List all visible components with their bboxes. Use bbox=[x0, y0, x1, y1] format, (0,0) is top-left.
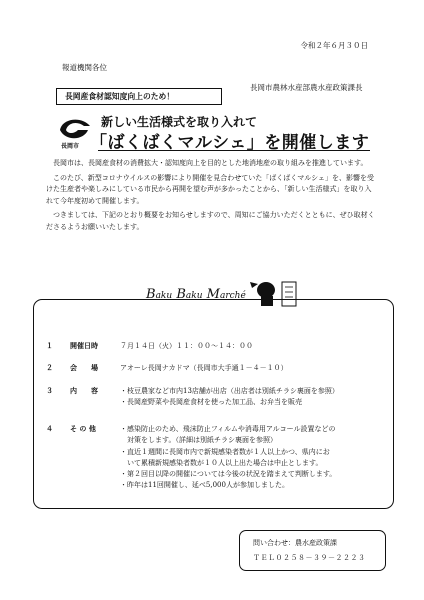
contact-phone: ＴＥＬ０２５８－３９－２２２３ bbox=[253, 554, 366, 562]
intro-paragraph: 長岡市は、長岡産食材の消費拡大・認知度向上を目的とした地消地産の取り組みを推進しています。 bbox=[53, 159, 368, 167]
page-title: 「ばくばくマルシェ」を開催します bbox=[90, 133, 370, 153]
press-recipient: 報道機関各位 bbox=[62, 63, 107, 72]
tagline-box: 長岡産食材認知度向上のため！ bbox=[56, 88, 222, 105]
issuing-department: 長岡市農林水産部農水産政策課長 bbox=[250, 83, 363, 92]
detail-value-other: ・感染防止のため、飛沫防止フィルムや消毒用アルコール設置などの 対策をします。（詳細は別紙チラシ裏面を参照） ・直近１週間に長岡市内で新規感染者数が１人以上かつ、県内にお いて累積新規感染者数が１０人以上出た場合は中止とします。 ・第２回目以降の開催については今後の状況を踏まえて判断します。 ・昨年は11回開催し、延べ5,000人が参加しました。 bbox=[120, 425, 337, 490]
detail-value-content: ・枝豆農家など市内13店舗が出店（出店者は別紙チラシ裏面を参照） ・長岡産野菜や長岡産食材を使った加工品、お弁当を販売 bbox=[120, 387, 339, 407]
detail-row-date: １ 開催日時 bbox=[46, 342, 98, 350]
detail-row-content: ３ 内 容 bbox=[46, 387, 98, 395]
detail-row-venue: ２ 会 場 bbox=[46, 364, 98, 372]
detail-row-other: ４ そ の 他 bbox=[46, 425, 96, 433]
intro-paragraph: つきましては、下記のとおり概要をお知らせしますので、周知にご協力いただくとともに、ぜひ取材くださるようお願いいたします。 bbox=[46, 211, 375, 231]
title-subline: 新しい生活様式を取り入れて bbox=[101, 115, 258, 129]
contact-box bbox=[239, 530, 386, 571]
logo-label: 長岡市 bbox=[61, 143, 80, 150]
svg-text:Baku Baku Marché: Baku Baku Marché bbox=[146, 287, 246, 302]
issue-date: 令和２年６月３０日 bbox=[300, 41, 368, 50]
detail-value-venue: アオーレ長岡ナカドマ（長岡市大手通１－４－１０） bbox=[120, 364, 288, 372]
detail-value-date: ７月１４日（火）１１：００～１４：００ bbox=[120, 342, 253, 350]
contact-inquiry: 問い合わせ：農水産政策課 bbox=[253, 539, 337, 547]
intro-paragraph: このたび、新型コロナウイルスの影響により開催を見合わせていた「ばくばくマルシェ」を、影響を受けた生産者や楽しみにしている市民から再開を望む声が多かったことから、「新しい生活様式」を取り入れて今年度初めて開催します。 bbox=[46, 173, 374, 205]
